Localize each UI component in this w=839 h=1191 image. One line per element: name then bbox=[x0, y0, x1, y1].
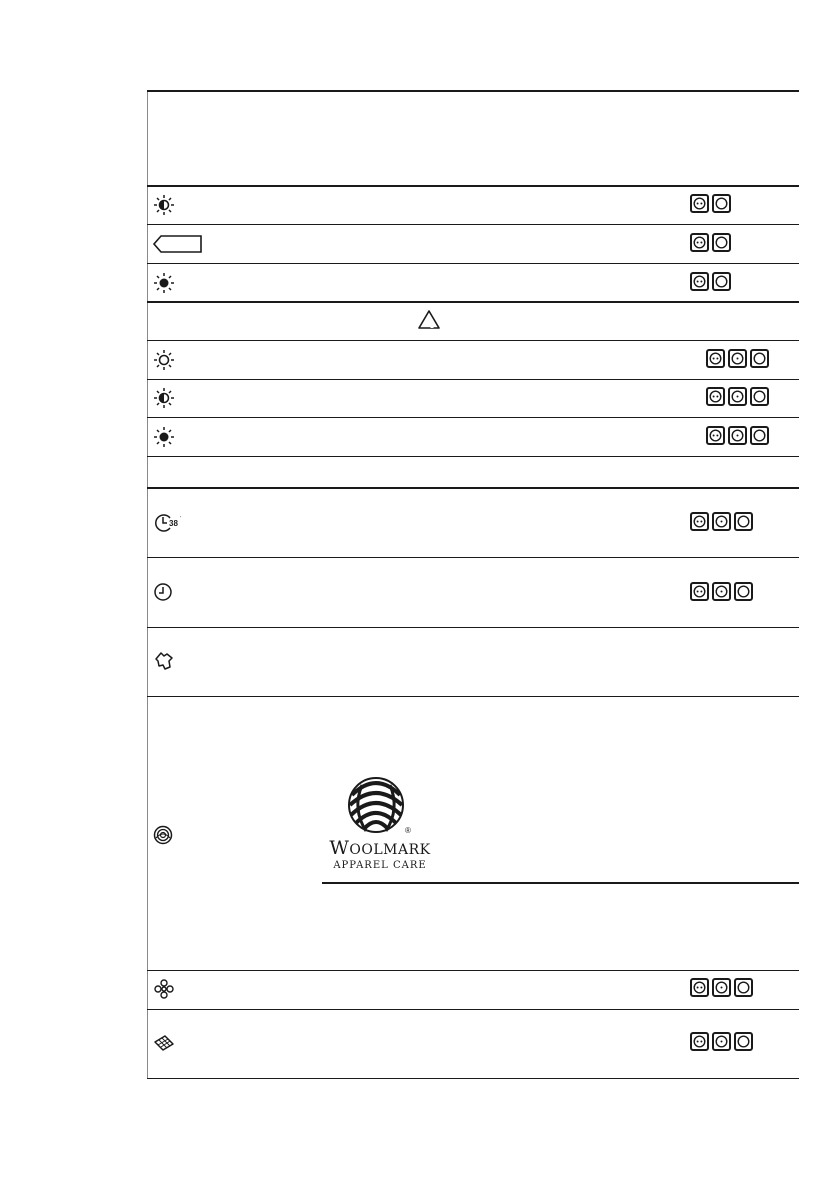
woolmark-title-initial: W bbox=[329, 837, 350, 859]
care-symbols bbox=[690, 512, 753, 531]
tumble-dry-circle-icon bbox=[712, 272, 731, 291]
tumble-dry-two-dots-icon bbox=[706, 349, 725, 368]
woolmark-title bbox=[328, 837, 432, 859]
tumble-dry-two-dots-icon bbox=[706, 426, 725, 445]
row-rule bbox=[147, 627, 799, 628]
tumble-dry-circle-icon bbox=[734, 1032, 753, 1051]
woolmark-registered-mark: ® bbox=[405, 826, 411, 835]
header-bottom-rule bbox=[147, 185, 799, 187]
tumble-dry-circle-icon bbox=[734, 512, 753, 531]
dry-level-medium-icon bbox=[151, 385, 177, 411]
row-rule bbox=[147, 224, 799, 225]
tumble-dry-two-dots-icon bbox=[690, 272, 709, 291]
row-rule bbox=[147, 456, 799, 457]
care-symbols bbox=[690, 194, 731, 213]
tumble-dry-one-dot-icon bbox=[728, 426, 747, 445]
tumble-dry-two-dots-icon bbox=[690, 512, 709, 531]
tumble-dry-two-dots-icon bbox=[706, 387, 725, 406]
row-rule bbox=[147, 417, 799, 418]
svg-text:38: 38 bbox=[169, 519, 178, 528]
woolmark-section-rule bbox=[322, 882, 799, 884]
dry-level-full-icon bbox=[151, 270, 177, 296]
tumble-dry-one-dot-icon bbox=[712, 1032, 731, 1051]
warning-triangle-icon bbox=[416, 307, 442, 333]
row-rule bbox=[147, 379, 799, 380]
row-rule bbox=[147, 340, 799, 341]
sheet-icon bbox=[151, 1030, 177, 1056]
tumble-dry-circle-icon bbox=[750, 387, 769, 406]
wool-icon bbox=[150, 822, 176, 848]
timer-38-icon bbox=[151, 509, 187, 535]
dry-level-half-icon bbox=[151, 192, 177, 218]
care-symbols bbox=[706, 387, 769, 406]
tumble-dry-one-dot-icon bbox=[728, 349, 747, 368]
dry-level-full-icon bbox=[151, 424, 177, 450]
row-rule bbox=[147, 263, 799, 264]
tumble-dry-circle-icon bbox=[750, 349, 769, 368]
woolmark-subtitle: APPAREL CARE bbox=[333, 860, 427, 871]
timer-icon bbox=[151, 579, 177, 605]
svg-text:': ' bbox=[180, 516, 181, 522]
tumble-dry-one-dot-icon bbox=[728, 387, 747, 406]
tumble-dry-circle-icon bbox=[712, 194, 731, 213]
tumble-dry-two-dots-icon bbox=[690, 233, 709, 252]
column-divider-left bbox=[147, 90, 148, 1079]
tumble-dry-one-dot-icon bbox=[712, 978, 731, 997]
table-bottom-rule bbox=[147, 1078, 799, 1079]
row-rule bbox=[147, 696, 799, 697]
flower-icon bbox=[151, 976, 177, 1002]
dry-level-low-icon bbox=[151, 347, 177, 373]
tumble-dry-two-dots-icon bbox=[690, 194, 709, 213]
tag-label-icon bbox=[151, 231, 203, 257]
row-rule bbox=[147, 1009, 799, 1010]
tumble-dry-two-dots-icon bbox=[690, 978, 709, 997]
tumble-dry-circle-icon bbox=[734, 582, 753, 601]
section-rule bbox=[147, 301, 799, 303]
row-rule bbox=[147, 970, 799, 971]
tumble-dry-one-dot-icon bbox=[712, 582, 731, 601]
care-symbols bbox=[690, 233, 731, 252]
tumble-dry-circle-icon bbox=[712, 233, 731, 252]
tumble-dry-two-dots-icon bbox=[690, 582, 709, 601]
woolmark-title-rest: OOLMARK bbox=[349, 842, 431, 858]
shirt-icon bbox=[151, 648, 177, 674]
care-symbols bbox=[706, 426, 769, 445]
care-symbols bbox=[706, 349, 769, 368]
care-symbols bbox=[690, 978, 753, 997]
tumble-dry-circle-icon bbox=[750, 426, 769, 445]
care-symbols bbox=[690, 582, 753, 601]
tumble-dry-circle-icon bbox=[734, 978, 753, 997]
care-symbols bbox=[690, 1032, 753, 1051]
table-top-rule bbox=[147, 90, 799, 92]
section-rule bbox=[147, 487, 799, 489]
tumble-dry-one-dot-icon bbox=[712, 512, 731, 531]
care-symbols bbox=[690, 272, 731, 291]
row-rule bbox=[147, 557, 799, 558]
tumble-dry-two-dots-icon bbox=[690, 1032, 709, 1051]
